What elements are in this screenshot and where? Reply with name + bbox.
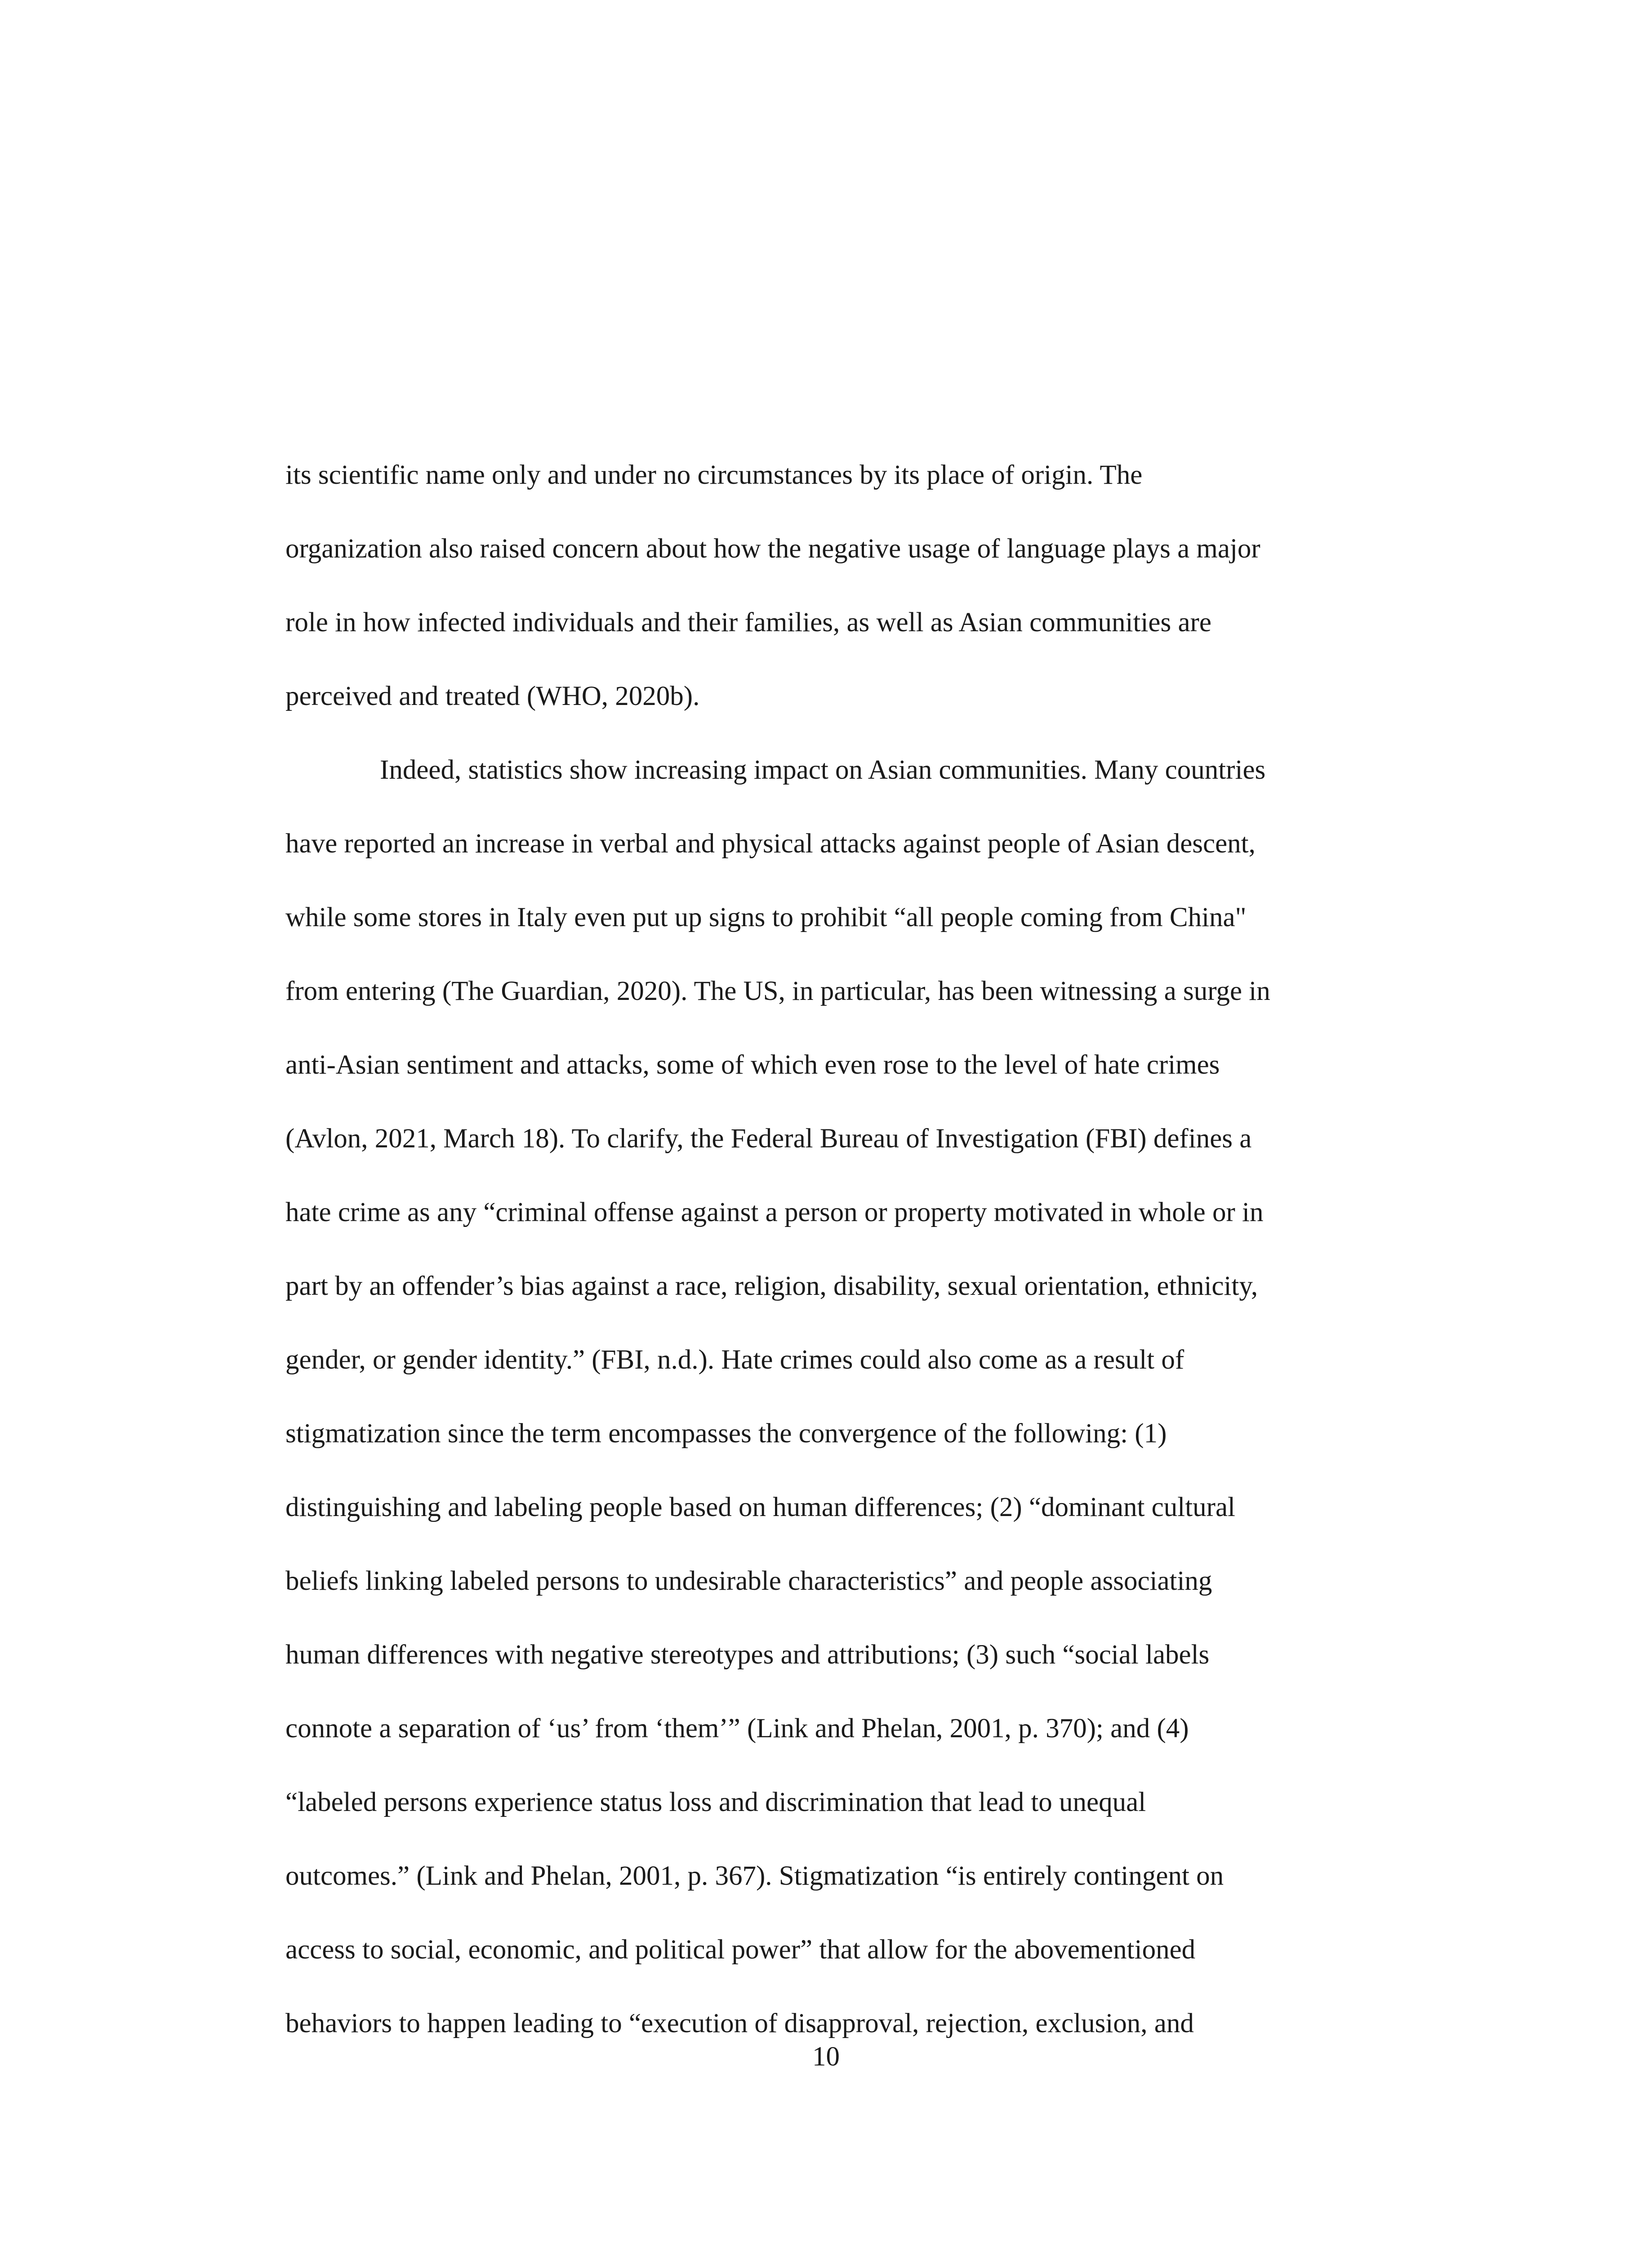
- text-line: have reported an increase in verbal and physical attacks against people of Asian descent,: [285, 829, 1256, 859]
- text-line: outcomes.” (Link and Phelan, 2001, p. 367). Stigmatization “is entirely contingent on: [285, 1861, 1224, 1891]
- text-line: beliefs linking labeled persons to undesirable characteristics” and people associating: [285, 1566, 1212, 1596]
- text-line: from entering (The Guardian, 2020). The US, in particular, has been witnessing a surge in: [285, 976, 1270, 1006]
- text-line: stigmatization since the term encompasses the convergence of the following: (1): [285, 1418, 1167, 1449]
- text-line: “labeled persons experience status loss and discrimination that lead to unequal: [285, 1787, 1146, 1817]
- text-line: access to social, economic, and political power” that allow for the abovementioned: [285, 1935, 1196, 1965]
- text-line: its scientific name only and under no circumstances by its place of origin. The: [285, 460, 1143, 490]
- text-line: perceived and treated (WHO, 2020b).: [285, 681, 700, 711]
- text-line: organization also raised concern about how the negative usage of language plays a major: [285, 534, 1260, 564]
- text-line: distinguishing and labeling people based on human differences; (2) “dominant cultural: [285, 1492, 1235, 1522]
- paragraph-first-line: Indeed, statistics show increasing impact on Asian communities. Many countries: [380, 755, 1266, 785]
- text-line: gender, or gender identity.” (FBI, n.d.). Hate crimes could also come as a result of: [285, 1345, 1184, 1375]
- text-line: anti-Asian sentiment and attacks, some of which even rose to the level of hate crimes: [285, 1050, 1220, 1080]
- text-line: connote a separation of ‘us’ from ‘them’” (Link and Phelan, 2001, p. 370); and (4): [285, 1713, 1189, 1744]
- text-line: hate crime as any “criminal offense against a person or property motivated in whole or in: [285, 1197, 1264, 1227]
- text-line: (Avlon, 2021, March 18). To clarify, the Federal Bureau of Investigation (FBI) defines a: [285, 1124, 1252, 1154]
- text-line: part by an offender’s bias against a race, religion, disability, sexual orientation, ethnicity,: [285, 1271, 1258, 1301]
- text-line: human differences with negative stereotypes and attributions; (3) such “social labels: [285, 1640, 1210, 1670]
- text-line: while some stores in Italy even put up signs to prohibit “all people coming from China": [285, 902, 1247, 932]
- page-number: 10: [812, 2042, 840, 2072]
- text-line: role in how infected individuals and their families, as well as Asian communities are: [285, 607, 1211, 638]
- body-text: [285, 438, 1454, 2061]
- text-line: behaviors to happen leading to “execution of disapproval, rejection, exclusion, and: [285, 2008, 1194, 2038]
